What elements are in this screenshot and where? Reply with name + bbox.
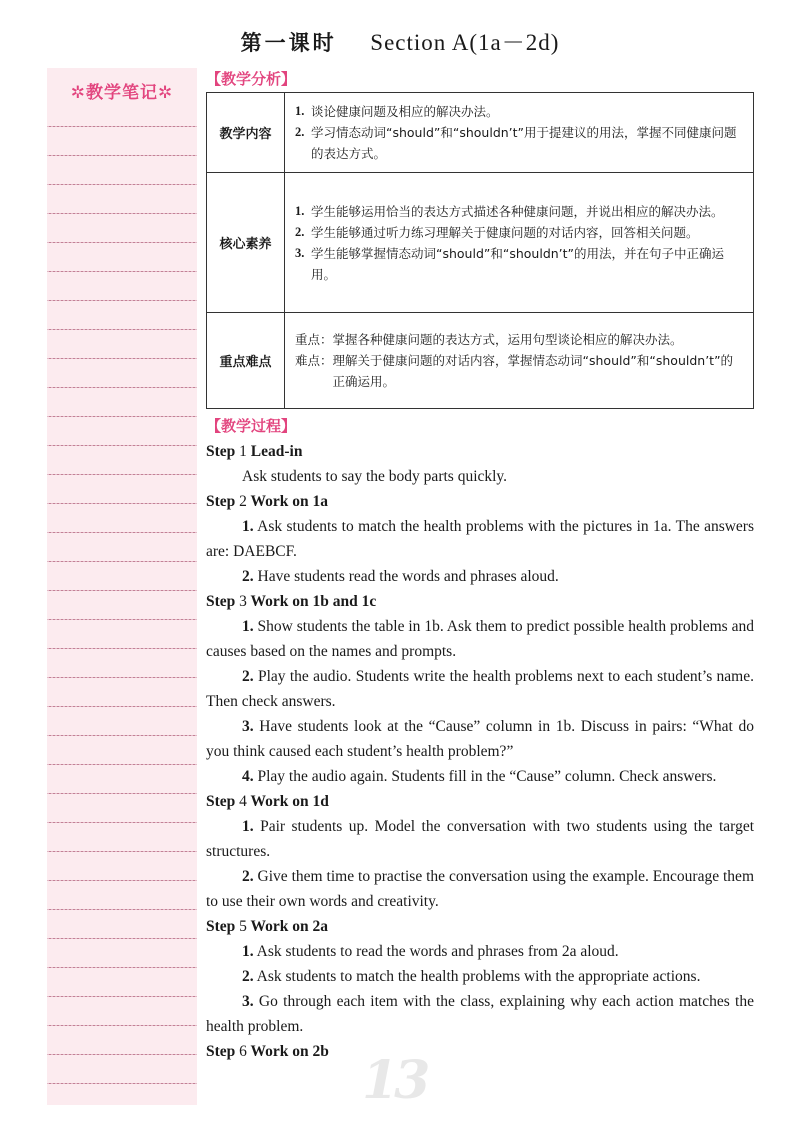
paragraph-text: Ask students to read the words and phrases from 2a aloud. [253,943,619,960]
analysis-item-text: 谈论健康问题及相应的解决办法。 [311,104,499,119]
step-title: Work on 2a [246,918,329,935]
paragraph-text: Play the audio again. Students fill in the “Cause” column. Check answers. [253,768,717,785]
analysis-item-number: 1. [295,104,305,118]
step-heading [206,489,754,514]
paragraph-text: Ask students to match the health problems with the pictures in 1a. The answers are: DAEBCF. [206,518,754,560]
analysis-item-text: 学习情态动词“should”和“shouldn’t”用于提建议的用法，掌握不同健康问题的表达方式。 [311,125,737,161]
steps-list [206,439,754,1064]
step-word: Step [206,443,240,460]
step-heading [206,439,754,464]
step-word: Step [206,793,240,810]
analysis-row-content [285,173,754,313]
lesson-title-en: Section A(1a－2d) [370,30,560,55]
analysis-item-text: 学生能够运用恰当的表达方式描述各种健康问题，并说出相应的解决办法。 [311,203,724,219]
analysis-item [295,201,745,222]
step-number: 1 [239,443,247,460]
step-number: 4 [239,793,247,810]
teaching-notes-sidebar [47,68,197,1105]
analysis-item-text: 理解关于健康问题的对话内容，掌握情态动词“should”和“shouldn’t”的正确运用。 [332,353,734,389]
step-heading [206,914,754,939]
paragraph-number: 1. [242,518,254,535]
paragraph-number: 1. [242,818,254,835]
paragraph-text: Play the audio. Students write the health problems next to each student’s name. Then check answers. [206,668,754,710]
main-content [206,66,754,1064]
paragraph-number: 2. [242,568,254,585]
lesson-title-cn: 第一课时 [240,30,337,55]
paragraph-text: Ask students to match the health problems with the appropriate actions. [253,968,701,985]
analysis-row-content [285,313,754,409]
analysis-item-number: 2. [295,125,305,139]
step-title: Work on 2b [246,1043,329,1060]
notes-title: ✲教学笔记✲ [70,82,174,103]
step-paragraph [206,964,754,989]
paragraph-text: Have students read the words and phrases aloud. [253,568,559,585]
step-number: 6 [239,1043,247,1060]
analysis-item [295,222,745,243]
analysis-item-number: 重点： [295,332,333,347]
page-title [0,24,800,57]
paragraph-text: Have students look at the “Cause” column in 1b. Discuss in pairs: “What do you think caused each student’s health problem?” [206,718,754,760]
step-paragraph [206,864,754,914]
paragraph-number: 2. [242,968,254,985]
paragraph-number: 2. [242,668,254,685]
paragraph-text: Go through each item with the class, explaining why each action matches the health problem. [206,993,754,1035]
analysis-item-number: 1. [295,203,305,218]
paragraph-number: 4. [242,768,254,785]
analysis-item [295,329,745,350]
step-word: Step [206,493,240,510]
step-title: Lead-in [246,443,303,460]
step-number: 5 [239,918,247,935]
analysis-item-text: 掌握各种健康问题的表达方式，运用句型谈论相应的解决办法。 [332,332,683,347]
analysis-row [207,313,754,409]
analysis-item-number: 3. [295,245,305,260]
step-title: Work on 1a [246,493,329,510]
process-section-label: 【教学过程】 [206,417,297,435]
paragraph-text: Give them time to practise the conversation using the example. Encourage them to use their own words and creativity. [206,868,754,910]
analysis-item [295,101,745,122]
step-heading [206,789,754,814]
notes-ruled-lines [47,112,197,1105]
analysis-section-label: 【教学分析】 [206,70,297,88]
step-heading [206,1039,754,1064]
analysis-row [207,173,754,313]
step-paragraph [206,764,754,789]
analysis-table [206,92,754,409]
step-heading [206,589,754,614]
step-paragraph [206,714,754,764]
analysis-row-content [285,93,754,173]
analysis-item-text: 学生能够掌握情态动词“should”和“shouldn’t”的用法，并在句子中正确运用。 [311,245,725,282]
analysis-item [295,350,745,392]
analysis-item [295,243,745,285]
analysis-item-number: 难点： [295,353,333,368]
step-paragraph [206,564,754,589]
step-number: 2 [239,493,247,510]
step-paragraph [206,614,754,664]
paragraph-text: Show students the table in 1b. Ask them to predict possible health problems and causes based on the names and prompts. [206,618,754,660]
step-paragraph [206,814,754,864]
analysis-item-text: 学生能够通过听力练习理解关于健康问题的对话内容，回答相关问题。 [311,224,699,240]
paragraph-number: 3. [242,718,254,735]
step-word: Step [206,918,240,935]
step-title: Work on 1b and 1c [246,593,377,610]
teaching-process [206,413,754,1064]
analysis-item-number: 2. [295,224,305,239]
step-word: Step [206,593,240,610]
analysis-row-label: 重点难点 [207,313,285,409]
step-paragraph [206,664,754,714]
analysis-row-label: 教学内容 [207,93,285,173]
paragraph-text: Pair students up. Model the conversation with two students using the target structures. [206,818,754,860]
step-paragraph [206,464,754,489]
step-number: 3 [239,593,247,610]
analysis-row [207,93,754,173]
page-number: 13 [362,1050,427,1111]
step-title: Work on 1d [246,793,329,810]
step-paragraph [206,514,754,564]
analysis-item [295,122,745,164]
paragraph-number: 1. [242,943,254,960]
paragraph-text: Ask students to say the body parts quickly. [242,468,508,485]
paragraph-number: 1. [242,618,254,635]
paragraph-number: 2. [242,868,254,885]
step-paragraph [206,939,754,964]
step-word: Step [206,1043,240,1060]
paragraph-number: 3. [242,993,254,1010]
analysis-row-label: 核心素养 [207,173,285,313]
step-paragraph [206,989,754,1039]
